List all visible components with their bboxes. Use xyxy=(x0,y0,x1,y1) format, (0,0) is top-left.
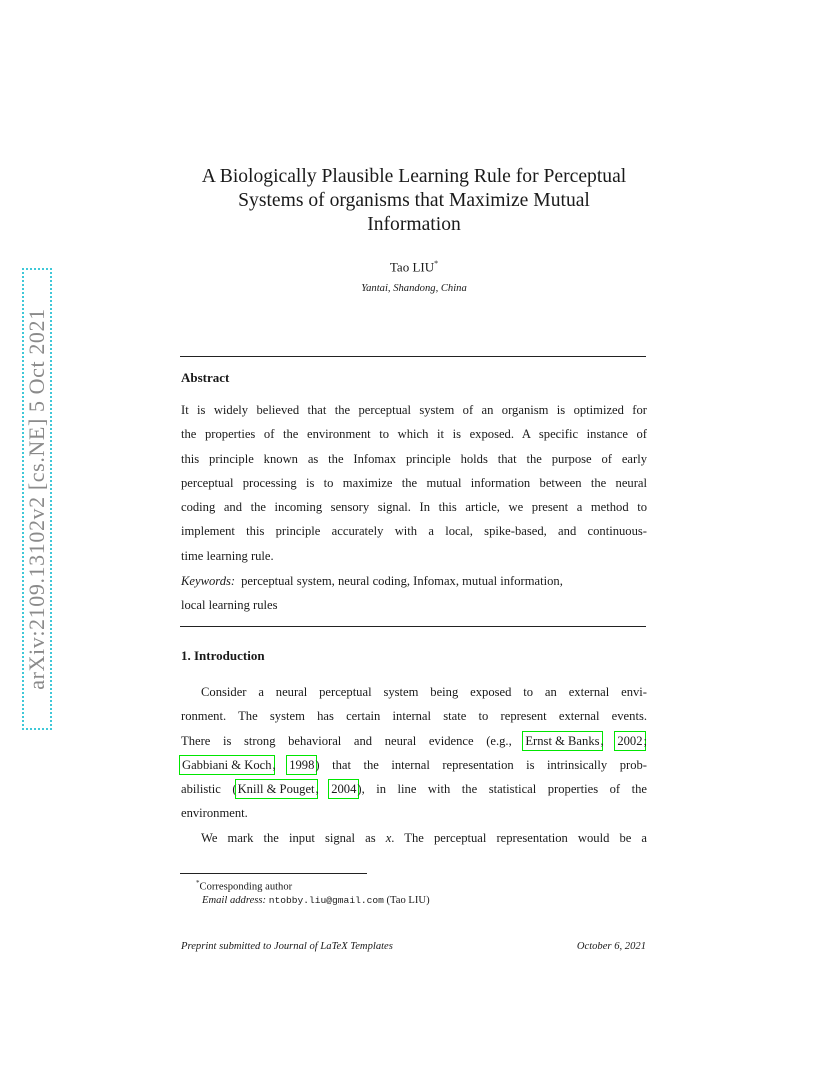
title-line: A Biologically Plausible Learning Rule for Perceptual xyxy=(201,166,627,187)
keywords-label: Keywords: xyxy=(181,574,236,588)
title-line: Information xyxy=(367,214,461,235)
intro-line: Gabbiani & Koch, 1998) that the internal representation is intrinsically prob- xyxy=(182,757,648,772)
author-footnote-mark: * xyxy=(434,259,439,268)
citation-link-ernst-banks-year[interactable]: 2002 xyxy=(617,733,643,748)
paper-title xyxy=(180,165,648,237)
abstract-heading: Abstract xyxy=(181,370,230,385)
section-heading-introduction: 1. Introduction xyxy=(181,648,265,663)
arxiv-identifier-stamp[interactable] xyxy=(22,268,52,730)
abstract-body xyxy=(181,398,647,568)
citation-link-ernst-banks[interactable]: Ernst & Banks xyxy=(525,733,600,748)
abstract-line: the properties of the environment to which it is exposed. A specific instance of xyxy=(181,427,647,442)
keywords-block xyxy=(181,569,647,618)
email-address[interactable]: ntobby.liu@gmail.com xyxy=(268,895,384,907)
footnote-email-line xyxy=(196,894,430,908)
intro-line: Consider a neural perceptual system being exposed to an external envi- xyxy=(201,685,647,699)
keywords-text: perceptual system, neural coding, Infomax, mutual information, xyxy=(241,574,563,588)
footnote-rule xyxy=(180,873,367,874)
intro-line: ronment. The system has certain internal state to represent external events. xyxy=(181,709,647,724)
abstract-line: It is widely believed that the perceptual system of an organism is optimized for xyxy=(181,403,647,417)
intro-text: abilistic ( xyxy=(181,782,237,797)
citation-link-gabbiani-koch-year[interactable]: 1998 xyxy=(289,757,315,772)
intro-text: ), in line with the statistical properties of the xyxy=(357,782,647,797)
intro-line: environment. xyxy=(181,806,248,821)
preprint-notice: Preprint submitted to Journal of LaTeX Templates xyxy=(181,941,393,952)
math-variable-x: x xyxy=(385,831,392,845)
introduction-paragraph xyxy=(181,680,647,826)
abstract-line: this principle known as the Infomax principle holds that the purpose of early xyxy=(181,451,647,466)
arxiv-identifier-text[interactable]: arXiv:2109.13102v2 [cs.NE] 5 Oct 2021 xyxy=(24,308,49,690)
intro-text: There is strong behavioral and neural evidence (e.g., xyxy=(181,733,525,748)
intro-text: ) that the internal representation is intrinsically prob- xyxy=(315,757,648,772)
abstract-line: coding and the incoming sensory signal. In this article, we present a method to xyxy=(181,500,647,515)
intro-text: . The perceptual representation would be a xyxy=(391,831,647,845)
abstract-line: perceptual processing is to maximize the mutual information between the neural xyxy=(181,475,647,490)
abstract-bottom-rule xyxy=(180,626,646,627)
abstract-top-rule xyxy=(180,356,646,357)
email-label: Email address: xyxy=(202,895,267,907)
intro-line: There is strong behavioral and neural evidence (e.g., Ernst & Banks, 2002; xyxy=(181,733,647,748)
author-name: Tao LIU xyxy=(389,259,435,275)
email-suffix: (Tao LIU) xyxy=(386,895,430,907)
intro-text: We mark the input signal as xyxy=(201,831,386,845)
intro-line xyxy=(181,826,647,850)
keywords-line xyxy=(181,569,647,593)
abstract-line: implement this principle accurately with a local, spike-based, and continuous- xyxy=(181,524,647,539)
footnote-line xyxy=(196,877,430,894)
citation-link-knill-pouget-year[interactable]: 2004 xyxy=(331,782,357,797)
footnote-mark: * xyxy=(196,879,200,887)
footnote-text: Corresponding author xyxy=(199,881,293,893)
author-affiliation: Yantai, Shandong, China xyxy=(361,283,467,294)
abstract-line: time learning rule. xyxy=(181,548,274,563)
title-line: Systems of organisms that Maximize Mutual xyxy=(238,190,590,211)
author-line xyxy=(180,259,648,275)
introduction-paragraph-2 xyxy=(181,826,647,850)
intro-line: abilistic (Knill & Pouget, 2004), in line with the statistical properties of the xyxy=(181,782,647,797)
footnote xyxy=(196,877,430,908)
citation-link-knill-pouget[interactable]: Knill & Pouget xyxy=(237,782,315,797)
keywords-line: local learning rules xyxy=(181,598,278,613)
citation-link-gabbiani-koch[interactable]: Gabbiani & Koch xyxy=(182,757,272,772)
preprint-date: October 6, 2021 xyxy=(576,941,646,952)
